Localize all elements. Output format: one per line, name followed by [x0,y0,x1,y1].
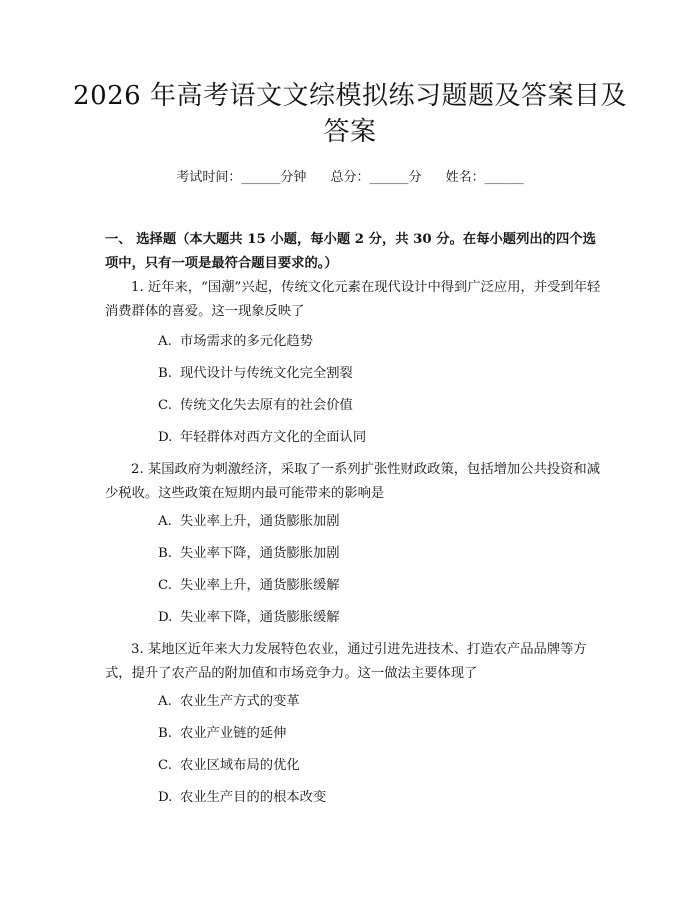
option-letter: C. [158,398,172,413]
exam-info [0,168,700,188]
question-3: 3. 某地区近年来大力发展特色农业，通过引进先进技术、打造农产品品牌等方式，提升了农产品的附加值和市场竞争力。这一做法主要体现了 [105,642,587,681]
question-1-option-b [158,364,598,384]
question-2: 2. 某国政府为刺激经济，采取了一系列扩张性财政政策，包括增加公共投资和减少税收。这些政策在短期内最可能带来的影响是 [105,462,601,501]
question-1-option-d [158,428,598,448]
option-text: 失业率上升，通货膨胀缓解 [180,578,340,593]
option-letter: A. [158,514,172,529]
option-text: 失业率下降，通货膨胀缓解 [180,610,340,625]
question-3-option-d [158,788,598,808]
option-letter: B. [158,726,172,741]
question-2-option-c [158,576,598,596]
option-text: 失业率下降，通货膨胀加剧 [180,546,340,561]
option-letter: D. [158,430,173,445]
option-text: 农业产业链的延伸 [180,726,287,741]
exam-name: 姓名：______ [445,170,524,185]
option-letter: C. [158,758,172,773]
page-title: 2026 年高考语文文综模拟练习题题及答案目及答案 [73,81,627,147]
question-1: 1. 近年来，“国潮”兴起，传统文化元素在现代设计中得到广泛应用，并受到年轻消费群体的喜爱。这一现象反映了 [105,280,601,319]
question-3-option-c [158,756,598,776]
option-letter: A. [158,334,172,349]
question-1-option-a [158,332,598,352]
option-text: 市场需求的多元化趋势 [180,334,313,349]
option-text: 现代设计与传统文化完全割裂 [180,366,353,381]
option-text: 年轻群体对西方文化的全面认同 [180,430,367,445]
question-2-option-a [158,512,598,532]
option-text: 农业生产方式的变革 [180,694,300,709]
option-text: 农业生产目的的根本改变 [180,790,327,805]
section-heading: 一、 选择题（本大题共 15 小题，每小题 2 分，共 30 分。在每小题列出的四个选项中，只有一项是最符合题目要求的。） [105,232,596,271]
question-3-option-b [158,724,598,744]
question-1-option-c [158,396,598,416]
option-letter: D. [158,610,173,625]
option-letter: B. [158,366,172,381]
option-letter: D. [158,790,173,805]
option-text: 传统文化失去原有的社会价值 [180,398,353,413]
question-2-option-d [158,608,598,628]
exam-time: 考试时间：______分钟 [176,170,307,185]
option-letter: C. [158,578,172,593]
question-3-option-a [158,692,598,712]
option-letter: A. [158,694,172,709]
option-text: 农业区域布局的优化 [180,758,300,773]
option-letter: B. [158,546,172,561]
exam-score: 总分：______分 [330,170,422,185]
option-text: 失业率上升，通货膨胀加剧 [180,514,340,529]
question-2-option-b [158,544,598,564]
